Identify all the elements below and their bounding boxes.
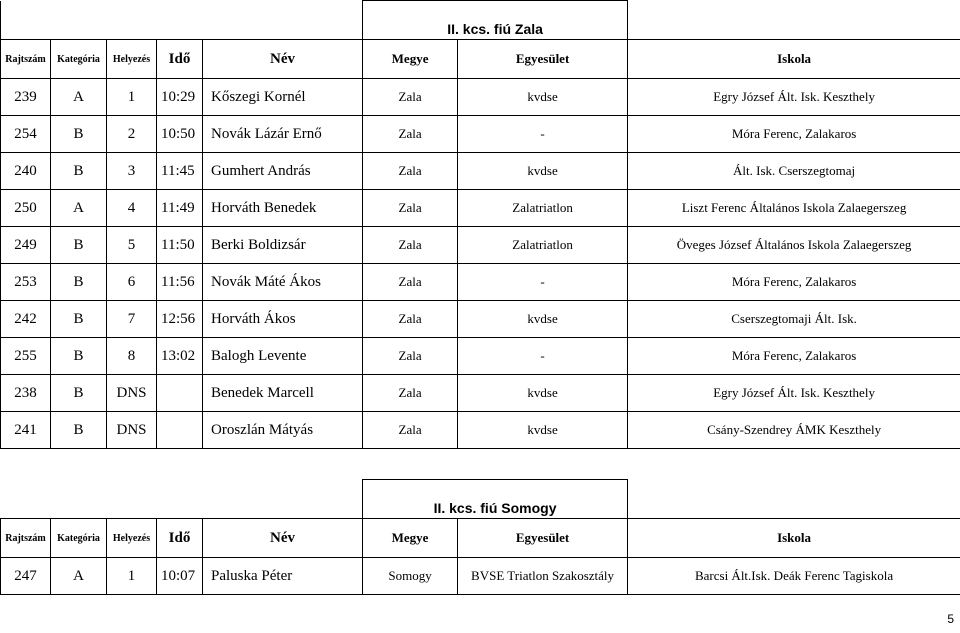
header-rajtszam: Rajtszám [1,40,51,79]
cell-rajtszam: 241 [1,412,51,449]
cell-iskola: Cserszegtomaji Ált. Isk. [628,301,960,338]
header-nev: Név [203,519,363,558]
cell-ido: 11:50 [157,227,203,264]
header-row [1,519,960,558]
cell-megye: Zala [363,301,458,338]
cell-rajtszam: 247 [1,558,51,595]
cell-nev: Berki Boldizsár [203,227,363,264]
header-row [1,40,960,79]
header-helyezes: Helyezés [107,40,157,79]
cell-rajtszam: 238 [1,375,51,412]
table-row [1,153,960,190]
cell-ido [157,412,203,449]
cell-iskola: Öveges József Általános Iskola Zalaegerszeg [628,227,960,264]
cell-kategoria: B [51,301,107,338]
header-egyesulet: Egyesület [458,40,628,79]
table-row [1,558,960,595]
cell-megye: Somogy [363,558,458,595]
table-row [1,301,960,338]
cell-egyesulet: kvdse [458,412,628,449]
table-row [1,338,960,375]
cell-iskola: Liszt Ferenc Általános Iskola Zalaegerszeg [628,190,960,227]
header-nev: Név [203,40,363,79]
header-ido: Idő [157,519,203,558]
cell-helyezes: 4 [107,190,157,227]
cell-egyesulet: kvdse [458,375,628,412]
cell-egyesulet: kvdse [458,153,628,190]
cell-iskola: Móra Ferenc, Zalakaros [628,338,960,375]
table-row [1,264,960,301]
cell-nev: Benedek Marcell [203,375,363,412]
section-title-somogy: II. kcs. fiú Somogy [363,480,628,519]
cell-nev: Horváth Ákos [203,301,363,338]
cell-rajtszam: 242 [1,301,51,338]
header-rajtszam: Rajtszám [1,519,51,558]
cell-helyezes: 1 [107,558,157,595]
cell-helyezes: 7 [107,301,157,338]
cell-egyesulet: kvdse [458,301,628,338]
section-title-zala: II. kcs. fiú Zala [363,1,628,40]
cell-rajtszam: 255 [1,338,51,375]
cell-rajtszam: 250 [1,190,51,227]
cell-megye: Zala [363,375,458,412]
cell-megye: Zala [363,116,458,153]
cell-megye: Zala [363,79,458,116]
cell-ido: 11:45 [157,153,203,190]
cell-kategoria: B [51,116,107,153]
cell-nev: Oroszlán Mátyás [203,412,363,449]
cell-iskola: Egry József Ált. Isk. Keszthely [628,79,960,116]
cell-helyezes: 1 [107,79,157,116]
cell-kategoria: A [51,190,107,227]
cell-egyesulet: BVSE Triatlon Szakosztály [458,558,628,595]
cell-rajtszam: 249 [1,227,51,264]
cell-kategoria: B [51,338,107,375]
cell-iskola: Barcsi Ált.Isk. Deák Ferenc Tagiskola [628,558,960,595]
cell-nev: Balogh Levente [203,338,363,375]
cell-helyezes: DNS [107,412,157,449]
header-kategoria: Kategória [51,519,107,558]
cell-helyezes: 5 [107,227,157,264]
table-row [1,227,960,264]
cell-nev: Kőszegi Kornél [203,79,363,116]
cell-nev: Horváth Benedek [203,190,363,227]
table-row [1,190,960,227]
cell-ido: 13:02 [157,338,203,375]
cell-nev: Novák Lázár Ernő [203,116,363,153]
cell-egyesulet: - [458,338,628,375]
cell-ido [157,375,203,412]
table-row [1,116,960,153]
cell-kategoria: A [51,558,107,595]
cell-iskola: Egry József Ált. Isk. Keszthely [628,375,960,412]
cell-kategoria: A [51,79,107,116]
header-helyezes: Helyezés [107,519,157,558]
header-kategoria: Kategória [51,40,107,79]
cell-iskola: Csány-Szendrey ÁMK Keszthely [628,412,960,449]
cell-ido: 10:07 [157,558,203,595]
cell-ido: 11:49 [157,190,203,227]
cell-helyezes: DNS [107,375,157,412]
cell-kategoria: B [51,412,107,449]
cell-rajtszam: 240 [1,153,51,190]
cell-egyesulet: Zalatriatlon [458,227,628,264]
cell-rajtszam: 253 [1,264,51,301]
cell-egyesulet: Zalatriatlon [458,190,628,227]
cell-ido: 10:29 [157,79,203,116]
header-ido: Idő [157,40,203,79]
cell-megye: Zala [363,412,458,449]
cell-megye: Zala [363,227,458,264]
cell-helyezes: 3 [107,153,157,190]
cell-megye: Zala [363,190,458,227]
cell-iskola: Ált. Isk. Cserszegtomaj [628,153,960,190]
page-number: 5 [947,612,954,626]
cell-rajtszam: 254 [1,116,51,153]
table-row [1,79,960,116]
cell-nev: Novák Máté Ákos [203,264,363,301]
cell-kategoria: B [51,375,107,412]
header-egyesulet: Egyesület [458,519,628,558]
cell-egyesulet: kvdse [458,79,628,116]
cell-megye: Zala [363,338,458,375]
cell-ido: 11:56 [157,264,203,301]
header-megye: Megye [363,40,458,79]
results-table-somogy [0,479,960,595]
cell-ido: 12:56 [157,301,203,338]
cell-kategoria: B [51,264,107,301]
table-row [1,412,960,449]
cell-kategoria: B [51,153,107,190]
cell-egyesulet: - [458,116,628,153]
cell-megye: Zala [363,264,458,301]
cell-ido: 10:50 [157,116,203,153]
cell-rajtszam: 239 [1,79,51,116]
cell-helyezes: 6 [107,264,157,301]
cell-helyezes: 8 [107,338,157,375]
cell-nev: Gumhert András [203,153,363,190]
cell-iskola: Móra Ferenc, Zalakaros [628,116,960,153]
cell-helyezes: 2 [107,116,157,153]
cell-kategoria: B [51,227,107,264]
header-megye: Megye [363,519,458,558]
header-iskola: Iskola [628,519,960,558]
header-iskola: Iskola [628,40,960,79]
table-row [1,375,960,412]
cell-megye: Zala [363,153,458,190]
cell-egyesulet: - [458,264,628,301]
cell-iskola: Móra Ferenc, Zalakaros [628,264,960,301]
cell-nev: Paluska Péter [203,558,363,595]
